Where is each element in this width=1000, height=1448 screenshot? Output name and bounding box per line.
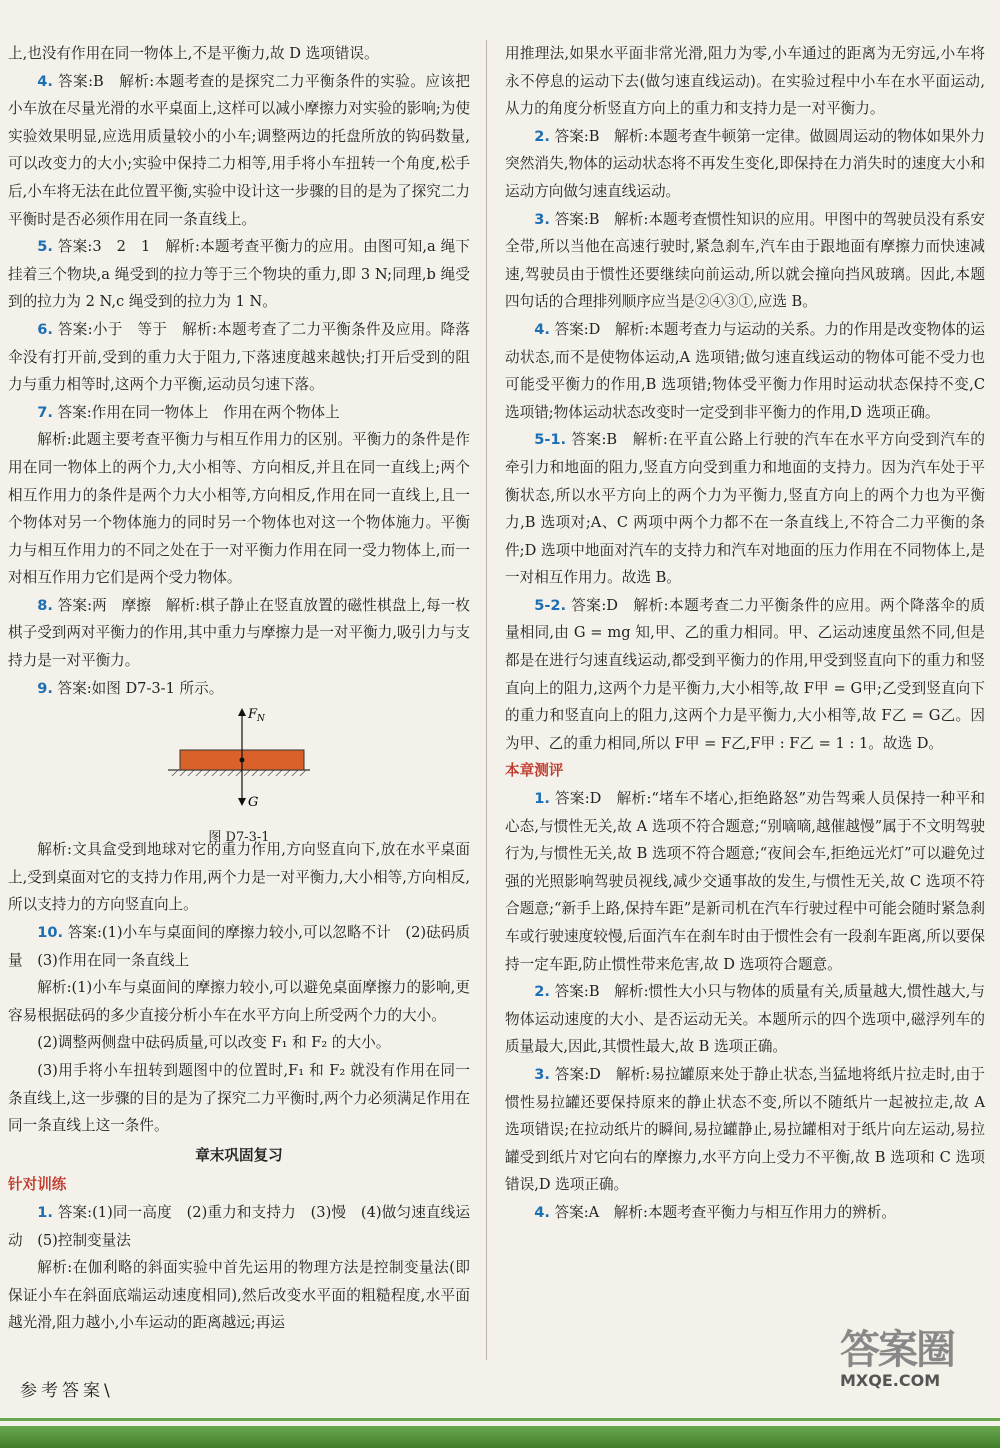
question-number: 2. [534,983,550,1001]
site-watermark-logo [840,1318,990,1438]
answer-text: 答案:B 解析:在平直公路上行驶的汽车在水平方向受到汽车的牵引力和地面的阻力,竖直方向受到重力和地面的支持力。因为汽车处于平衡状态,所以水平方向上的两个力为平衡力,竖直方向上的两个力也为平衡力,B 选项对;A、C 两项中两个力都不在一条直线上,不符合二力平衡的条件;D 选项中地面对汽车的支持力和汽车对地面的压力作用在不同物体上,是一对相互作用力。故选 B。 [505,431,986,587]
question-number: 3. [534,1065,550,1083]
answer-text: 答案:B 解析:本题考查牛顿第一定律。做圆周运动的物体如果外力突然消失,物体的运动状态将不再发生变化,即保持在力消失时的速度大小和运动方向做匀速直线运动。 [505,127,986,200]
review-answer-4 [505,316,985,426]
question-number: 3. [534,210,550,228]
chapter-test-title: 本章测评 [505,762,564,780]
answer-text: 答案:D 解析:“堵车不堵心,拒绝路怒”劝告驾乘人员保持一种平和心态,与惯性无关,故 A 选项不符合题意;“别嘀嘀,越催越慢”属于不文明驾驶行为,与惯性无关,故 B 选项不符合题意;“夜间会车,拒绝远光灯”可以避免过强的光照影响驾驶员视线,减少交通事故的发生,与惯性无关,故 C 选项不符合题意;“新手上路,保持车距”是新司机在汽车行驶过程中可能会随时紧急刹车或行驶速度较慢,后面汽车在刹车时由于惯性会有一段刹车距离,所以要保持一定车距,防止惯性带来危害,故 D 选项符合题意。 [505,790,986,973]
subsection-title: 针对训练 [8,1176,67,1194]
section-title: 章末巩固复习 [195,1146,283,1164]
review-answer-1 [8,1199,470,1254]
review-answer-5-2 [505,592,985,758]
ground-hatching [172,770,306,776]
review-answer-3 [505,206,985,316]
paragraph: 上,也没有作用在同一物体上,不是平衡力,故 D 选项错误。 [8,45,379,62]
review-answer-2 [505,123,985,206]
answer-8 [8,592,470,675]
test-answer-3 [505,1061,985,1199]
question-number: 2. [534,127,550,145]
g-label: G [248,795,259,811]
force-diagram-figure [8,706,470,845]
force-diagram [8,706,470,810]
test-answer-4 [505,1199,985,1227]
answer-text: 答案:B 解析:惯性大小只与物体的质量有关,质量越大,惯性越大,与物体运动速度的大小、是否运动无关。本题所示的四个选项中,磁浮列车的质量最大,因此,其惯性最大,故 B 选项正确。 [505,983,985,1056]
question-number: 5-1. [534,431,567,449]
review-answer-5-1 [505,426,985,592]
analysis-10-1: 解析:(1)小车与桌面间的摩擦力较小,可以避免桌面摩擦力的影响,更容易根据砝码的多少直接分析小车在水平方向上所受两个力的大小。 [8,979,470,1024]
answer-text: 答案:如图 D7-3-1 所示。 [57,679,224,697]
analysis-10-2: (2)调整两侧盘中砝码质量,可以改变 F₁ 和 F₂ 的大小。 [37,1034,391,1052]
question-number: 1. [534,790,550,808]
analysis-9: 解析:文具盒受到地球对它的重力作用,方向竖直向下,放在水平桌面上,受到桌面对它的支持力作用,两个力是一对平衡力,大小相等,方向相反,所以支持力的方向竖直向上。 [8,841,470,914]
answer-10 [8,919,470,974]
test-answer-1 [505,785,985,978]
answer-text: 答案:D 解析:本题考查力与运动的关系。力的作用是改变物体的运动状态,而不是使物体运动,A 选项错;做匀速直线运动的物体可能不受力也可能受平衡力的作用,B 选项错;物体受平衡力作用时运动状态保持不变,C 选项错;物体运动状态改变时一定受到非平衡力的作用,D 选项正确。 [505,320,985,421]
question-number: 10. [37,924,64,942]
answer-7 [8,399,470,427]
answer-9 [8,675,470,703]
watermark-url: MXQE.COM [840,1371,941,1390]
paragraph: 用推理法,如果水平面非常光滑,阻力为零,小车通过的距离为无穷远,小车将永不停息的运动下去(做匀速直线运动)。在实验过程中小车在水平面运动,从力的角度分析竖直方向上的重力和支持力是一对平衡力。 [505,45,985,118]
left-column [8,40,470,1337]
column-divider [486,40,487,1360]
fn-label: $F_N$ [248,707,265,725]
answer-text: 答案:(1)小车与桌面间的摩擦力较小,可以忽略不计 (2)砝码质量 (3)作用在同一条直线上 [8,924,470,969]
answer-text: 答案:D 解析:易拉罐原来处于静止状态,当猛地将纸片拉走时,由于惯性易拉罐还要保持原来的静止状态不变,所以不随纸片一起被拉走,故 A 选项错误;在拉动纸片的瞬间,易拉罐静止,易拉罐相对于纸片向左运动,易拉罐受到纸片对它向右的摩擦力,水平方向上受力不平衡,故 B 选项和 C 选项错误,D 选项正确。 [505,1065,985,1194]
answer-text: 答案:作用在同一物体上 作用在两个物体上 [57,403,340,421]
test-answer-2 [505,978,985,1061]
normal-force-arrowhead [238,708,246,716]
answer-text: 答案:B 解析:本题考查惯性知识的应用。甲图中的驾驶员没有系安全带,所以当他在高速行驶时,紧急刹车,汽车由于跟地面有摩擦力而快速减速,驾驶员由于惯性还要继续向前运动,所以就会撞向挡风玻璃。因此,本题四句话的合理排列顺序应当是②④③①,应选 B。 [505,210,986,311]
question-number: 4. [37,72,53,90]
answer-6 [8,316,470,399]
right-column [505,40,985,1227]
question-number: 5-2. [534,596,567,614]
answer-4 [8,68,470,234]
question-number: 1. [37,1203,53,1221]
watermark-title: 答案圈 [840,1327,954,1373]
gravity-arrowhead [238,798,246,806]
figure-caption: 图 D7-3-1 [208,829,270,845]
question-number: 7. [37,403,53,421]
answer-text: 答案:B 解析:本题考查的是探究二力平衡条件的实验。应该把小车放在尽量光滑的水平桌面上,这样可以减小摩擦力对实验的影响;为使实验效果明显,应选用质量较小的小车;调整两边的托盘所放的钩码数量,可以改变力的大小;实验中保持二力相等,用手将小车扭转一个角度,松手后,小车将无法在此位置平衡,实验中设计这一步骤的目的是为了探究二力平衡时是否必须作用在同一条直线上。 [8,72,471,228]
answer-5 [8,233,470,316]
question-number: 4. [534,1203,550,1221]
footer-label: 参考答案\ [20,1381,114,1401]
answer-text: 答案:(1)同一高度 (2)重力和支持力 (3)慢 (4)做匀速直线运动 (5)控制变量法 [8,1203,471,1249]
question-number: 9. [37,679,53,697]
answer-text: 答案:D 解析:本题考查二力平衡条件的应用。两个降落伞的质量相同,由 G = mg 知,甲、乙的重力相同。甲、乙运动速度虽然不同,但是都是在进行匀速直线运动,都受到平衡力的作用,甲受到竖直向下的重力和竖直向上的阻力,这两个力是平衡力,大小相等,故 F甲 = G甲;乙受到竖直向下的重力和竖直向上的阻力,这两个力是平衡力,大小相等,故 F乙 = G乙。因为甲、乙的重力相同,所以 F甲 = F乙,F甲 : F乙 = 1 : 1。故选 D。 [505,596,986,752]
answer-text: 答案:A 解析:本题考查平衡力与相互作用力的辨析。 [554,1203,896,1221]
question-number: 6. [37,320,53,338]
answer-text: 答案:两 摩擦 解析:棋子静止在竖直放置的磁性棋盘上,每一枚棋子受到两对平衡力的作用,其中重力与摩擦力是一对平衡力,吸引力与支持力是一对平衡力。 [8,596,470,670]
review-analysis-1: 解析:在伽利略的斜面实验中首先运用的物理方法是控制变量法(即保证小车在斜面底端运动速度相同),然后改变水平面的粗糙程度,水平面越光滑,阻力越小,小车运动的距离越远;再运 [8,1259,470,1332]
answer-text: 答案:小于 等于 解析:本题考查了二力平衡条件及应用。降落伞没有打开前,受到的重力大于阻力,下落速度越来越快;打开后受到的阻力与重力相等时,这两个力平衡,运动员匀速下落。 [8,320,470,394]
analysis-10-3: (3)用手将小车扭转到题图中的位置时,F₁ 和 F₂ 就没有作用在同一条直线上,这一步骤的目的是为了探究二力平衡时,两个力必须满足作用在同一条直线上这一条件。 [8,1062,470,1135]
answer-text: 答案:3 2 1 解析:本题考查平衡力的应用。由图可知,a 绳下挂着三个物块,a 绳受到的拉力等于三个物块的重力,即 3 N;同理,b 绳受到的拉力为 2 N,c 绳受到的拉力为 1 N。 [8,238,471,311]
question-number: 5. [37,238,53,256]
question-number: 4. [534,320,550,338]
center-of-mass-dot [240,758,245,763]
question-number: 8. [37,596,53,614]
analysis-7: 解析:此题主要考查平衡力与相互作用力的区别。平衡力的条件是作用在同一物体上的两个力,大小相等、方向相反,并且在同一直线上;两个相互作用力的条件是两个力大小相等,方向相反,作用在同一直线上,且一个物体对另一个物体施力的同时另一个物体也对这一个物体施力。平衡力与相互作用力的不同之处在于一对平衡力作用在同一受力物体上,而一对相互作用力它们是两个受力物体。 [8,431,470,587]
